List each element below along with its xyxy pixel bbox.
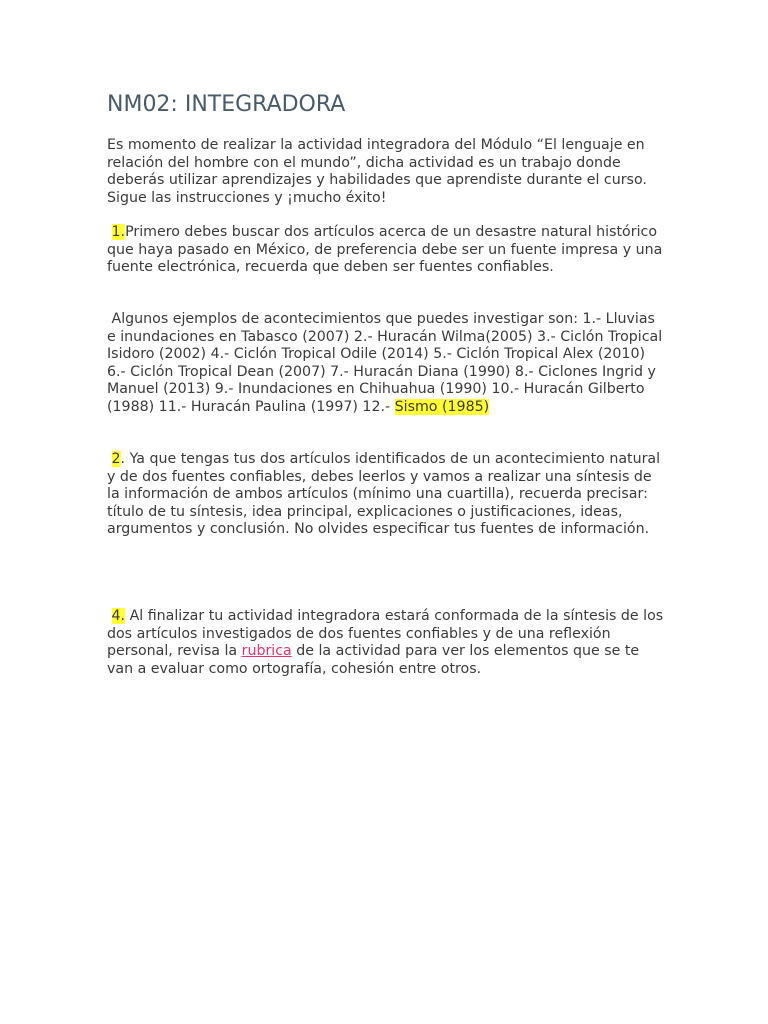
page-title: NM02: INTEGRADORA — [107, 92, 346, 117]
step-4-text-after: de la actividad para ver los elementos que se te van a evaluar como ortografía, cohesión entre otros. — [107, 643, 640, 677]
rubrica-link[interactable]: rubrica — [241, 643, 292, 659]
step-4-paragraph — [107, 608, 667, 678]
step-2-paragraph — [107, 451, 667, 539]
step-2-number: 2 — [111, 451, 121, 467]
step-1-paragraph — [107, 224, 667, 277]
intro-paragraph: Es momento de realizar la actividad integradora del Módulo “El lenguaje en relación del hombre con el mundo”, dicha actividad es un trabajo donde deberás utilizar aprendizajes y habilidades que aprendiste durante el curso. Sigue las instrucciones y ¡mucho éxito! — [107, 137, 647, 206]
examples-text: Algunos ejemplos de acontecimientos que puedes investigar son: 1.- Lluvias e inundaciones en Tabasco (2007) 2.- Huracán Wilma(2005) 3.- Ciclón Tropical Isidoro (2002) 4.- Ciclón Tropical Odile (2014) 5.- Ciclón Tropical Alex (2010) 6.- Ciclón Tropical Dean (2007) 7.- Huracán Diana (1990) 8.- Ciclones Ingrid y Manuel (2013) 9.- Inundaciones en Chihuahua (1990) 10.- Huracán Gilberto (1988) 11.- Huracán Paulina (1997) 12.- — [107, 311, 663, 415]
examples-paragraph — [107, 311, 667, 416]
step-4-text-before: Al finalizar tu actividad integradora estará conformada de la síntesis de los dos artículos investigados de dos fuentes confiables y de una reflexión personal, revisa la — [107, 608, 664, 659]
step-1-text: Primero debes buscar dos artículos acerca de un desastre natural histórico que haya pasado en México, de preferencia debe ser un fuente impresa y una fuente electrónica, recuerda que deben ser fuentes confiables. — [107, 224, 663, 275]
examples-highlight: Sismo (1985) — [394, 398, 490, 415]
step-1-number: 1. — [111, 224, 126, 240]
step-2-text: . Ya que tengas tus dos artículos identificados de un acontecimiento natural y de dos fuentes confiables, debes leerlos y vamos a realizar una síntesis de la información de ambos artículos (mínimo una cuartilla), recuerda precisar: título de tu síntesis, idea principal, explicaciones o justificaciones, ideas, argumentos y conclusión. No olvides especificar tus fuentes de información. — [107, 451, 661, 537]
step-4-number: 4. — [111, 608, 126, 624]
